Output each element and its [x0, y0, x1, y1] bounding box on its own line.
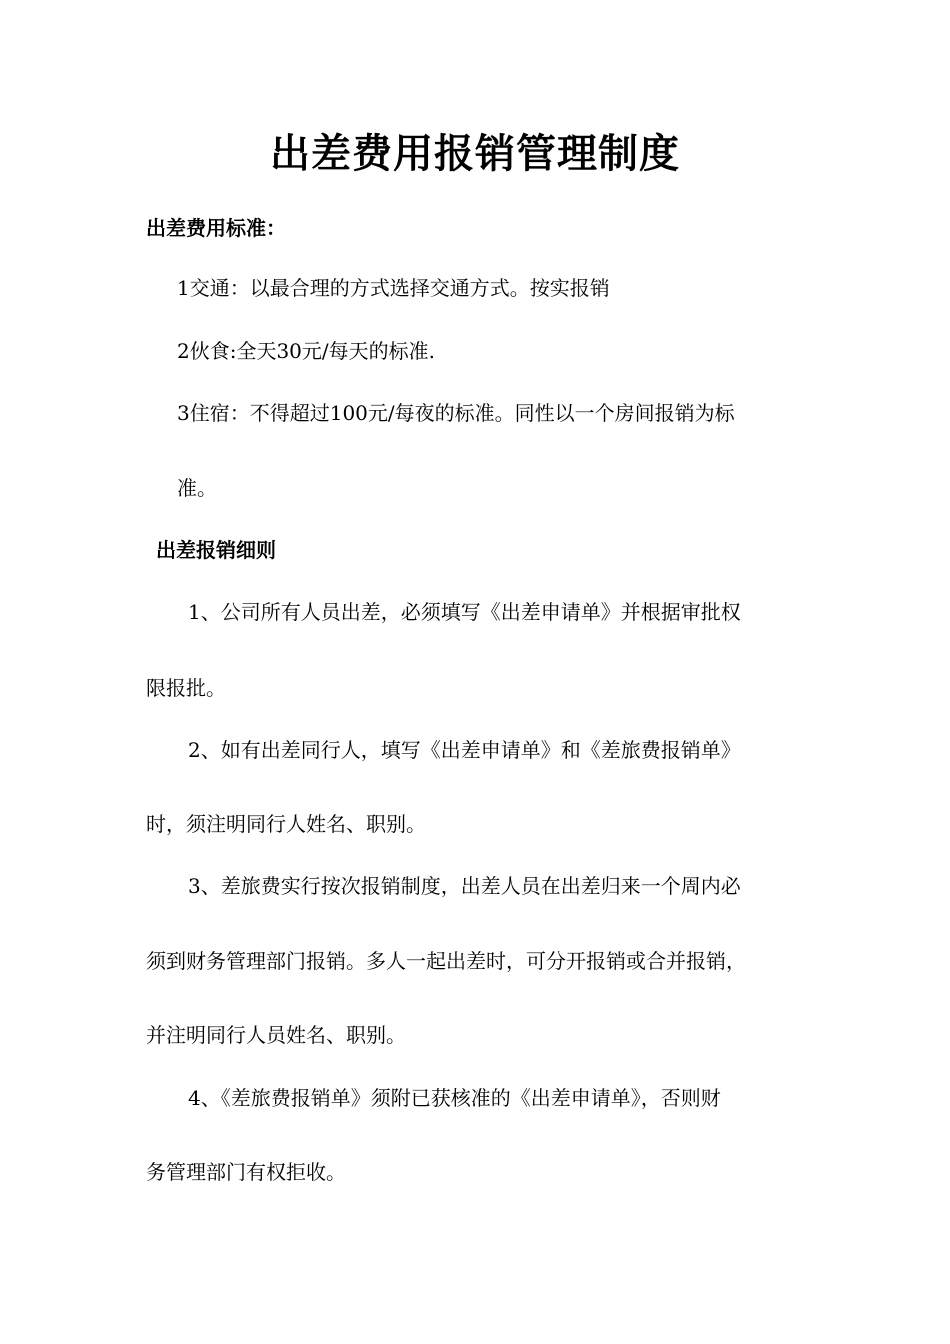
rule-3-line-2: 须到财务管理部门报销。多人一起出差时，可分开报销或合并报销，: [146, 949, 746, 973]
standard-item-lodging-cont: 准。: [177, 476, 217, 500]
rule-2-line-2: 时，须注明同行人姓名、职别。: [146, 812, 426, 836]
rule-4-line-1: 4、《差旅费报销单》须附已获核准的《出差申请单》，否则财: [188, 1086, 721, 1110]
rules-heading: 出差报销细则: [156, 538, 276, 562]
rule-3-line-1: 3、差旅费实行按次报销制度，出差人员在出差归来一个周内必: [188, 874, 741, 898]
standard-item-transport: 1交通：以最合理的方式选择交通方式。按实报销: [177, 276, 610, 300]
standard-item-meals: 2伙食:全天30元/每天的标准.: [177, 339, 436, 363]
rule-1-line-1: 1、公司所有人员出差，必须填写《出差申请单》并根据审批权: [188, 600, 741, 624]
rule-1-line-2: 限报批。: [146, 676, 226, 700]
rule-2-line-1: 2、如有出差同行人，填写《出差申请单》和《差旅费报销单》: [188, 738, 741, 762]
standards-heading: 出差费用标准：: [146, 216, 286, 240]
document-title: 出差费用报销管理制度: [270, 130, 680, 177]
rule-3-line-3: 并注明同行人员姓名、职别。: [146, 1023, 406, 1047]
rule-4-line-2: 务管理部门有权拒收。: [146, 1160, 346, 1184]
standard-item-lodging: 3住宿：不得超过100元/每夜的标准。同性以一个房间报销为标: [177, 401, 735, 425]
